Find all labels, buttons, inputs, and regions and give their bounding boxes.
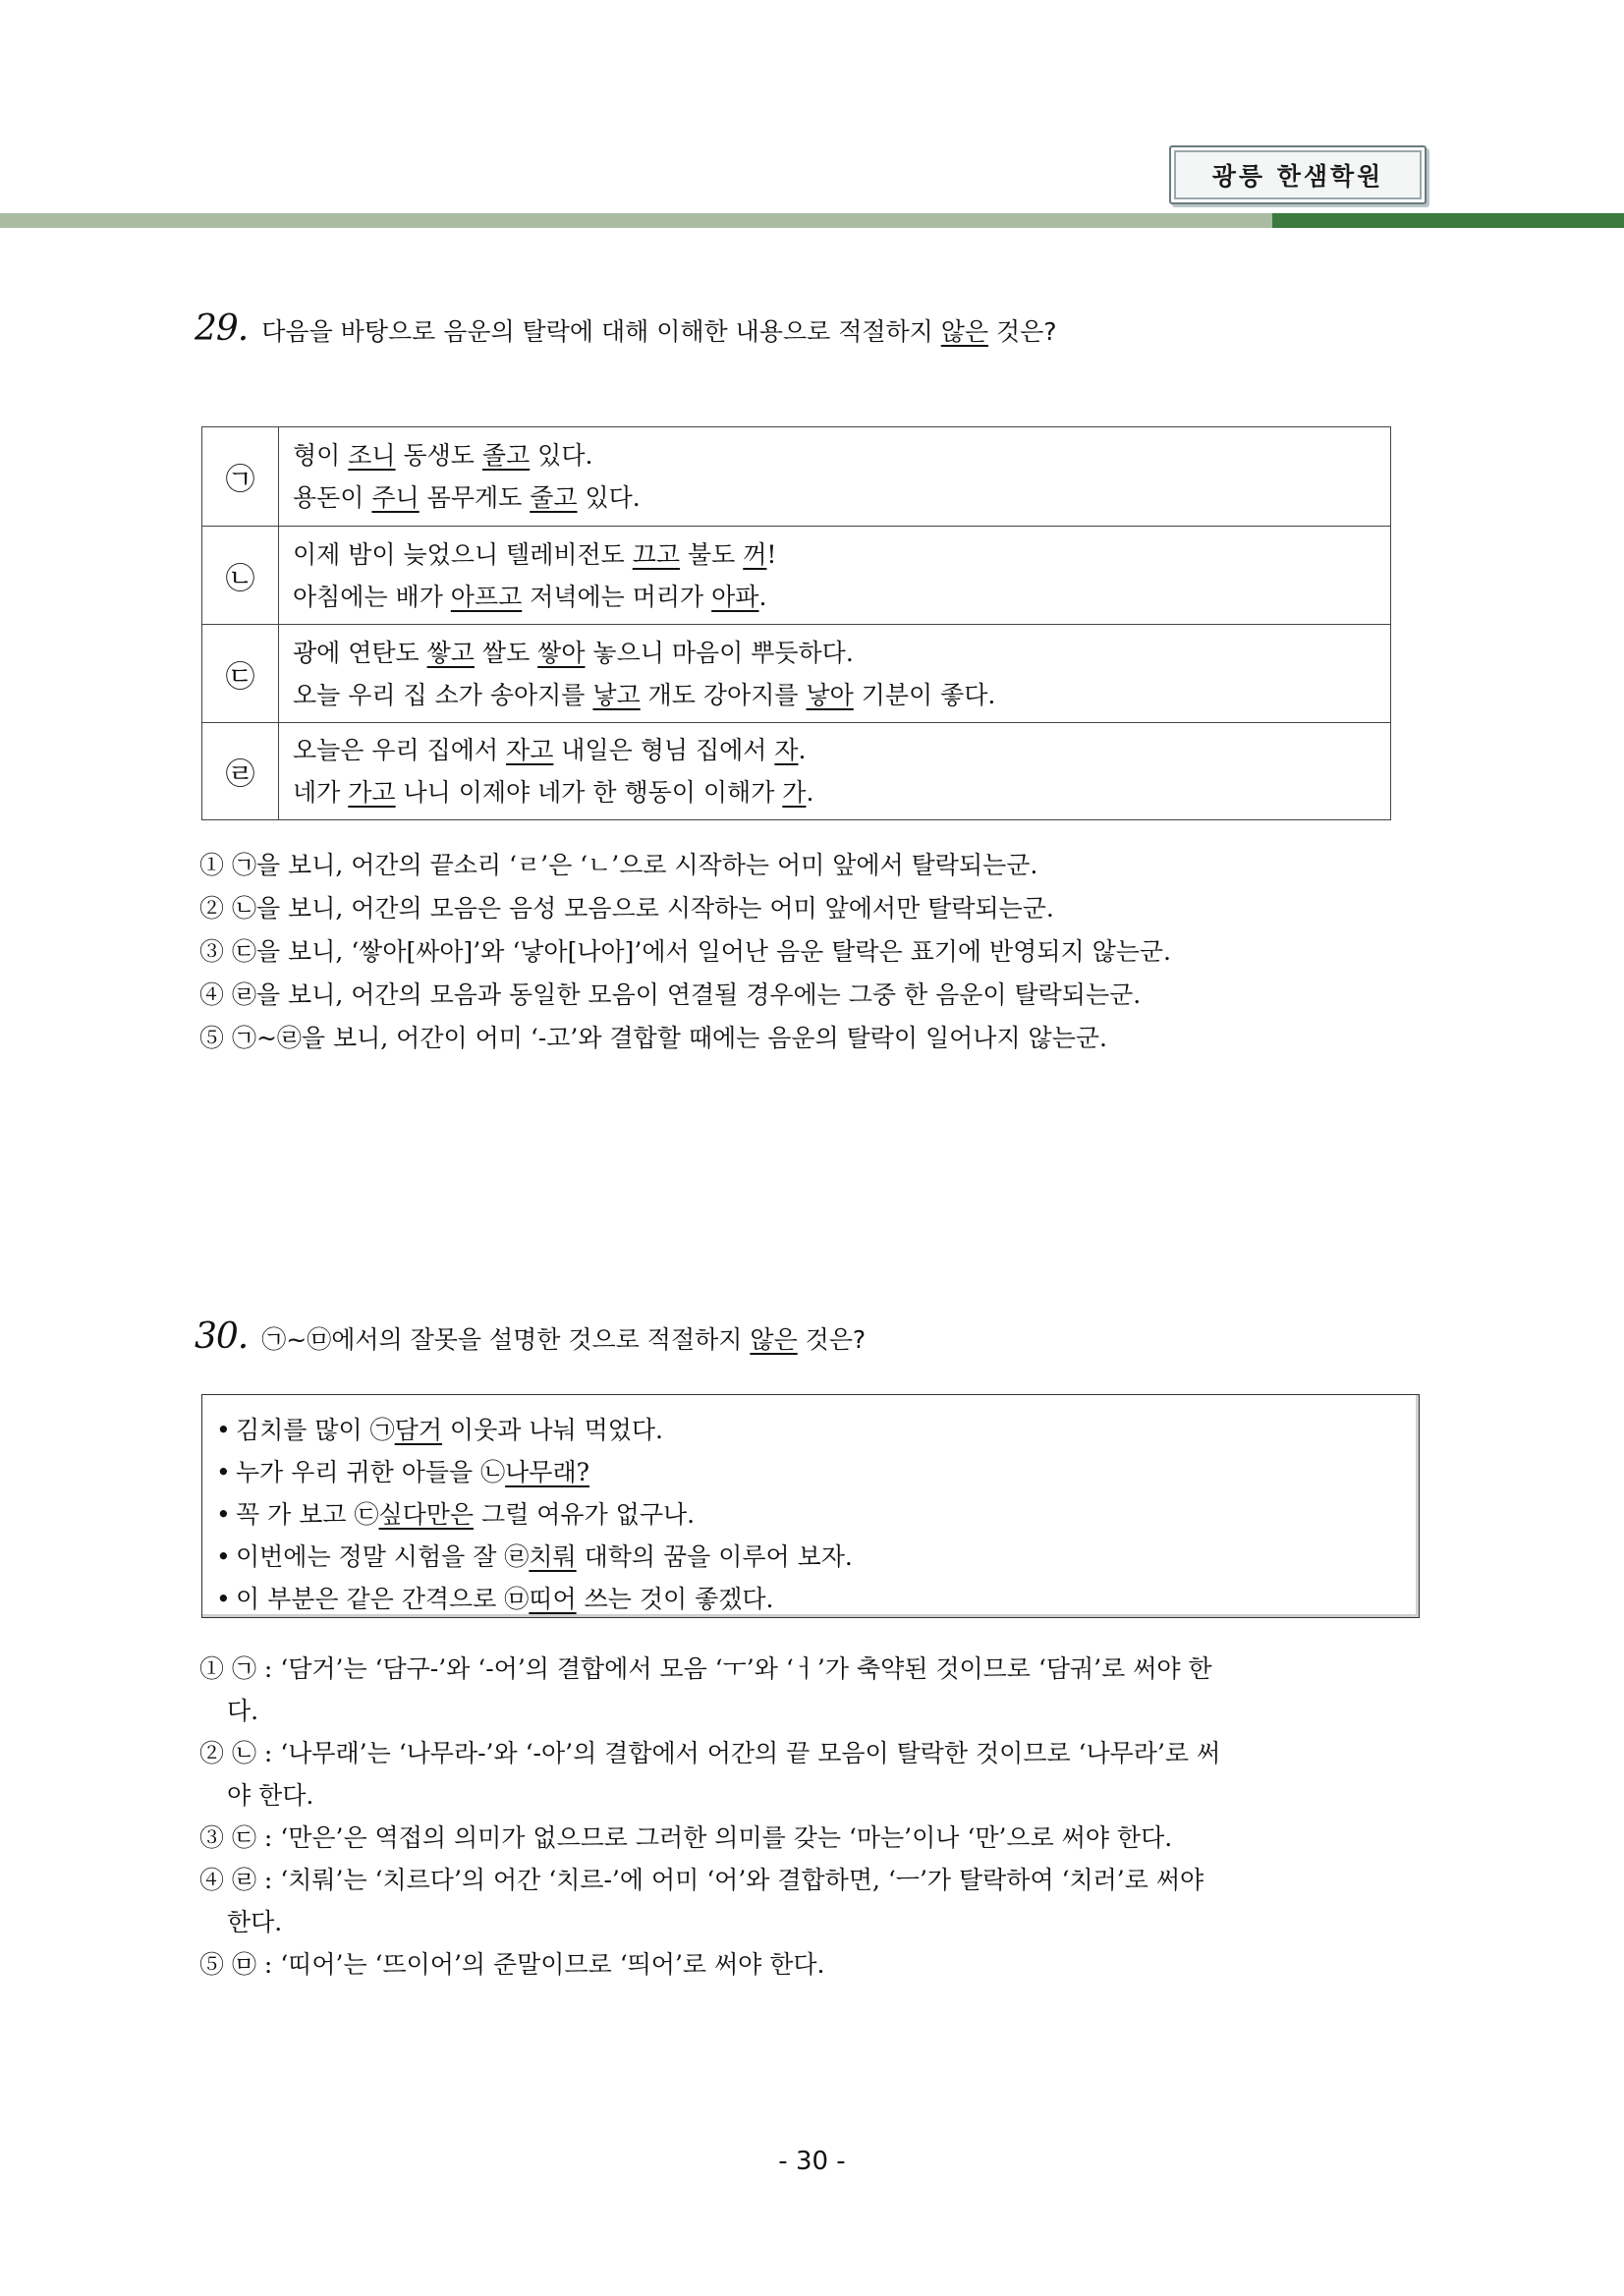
example-text: 놓으니 마음이 뿌듯하다. [585,638,854,667]
example-text: 오늘은 우리 집에서 [293,736,507,764]
q30-example-line [216,1451,1405,1493]
example-text: . [758,582,767,611]
underlined-word: 낳아 [806,680,854,709]
example-text: 이제 밤이 늦었으니 텔레비전도 [293,539,633,569]
academy-badge: 광릉 한샘학원 [1169,145,1427,204]
q29-table-row [202,527,1391,625]
answer-choice: ⑤ ㉤ : ‘띠어’는 ‘뜨이어’의 준말이므로 ‘띄어’로 써야 한다. [199,1950,825,1979]
underlined-word: 졸고 [481,441,531,470]
example-text: 쓰는 것이 좋겠다. [576,1585,774,1613]
underlined-word: 나무래? [505,1458,590,1486]
bullet: • [216,1458,231,1486]
example-text: 저녁에는 머리가 [522,582,712,611]
bullet: • [216,1585,231,1613]
example-text: 김치를 많이 [236,1416,370,1444]
example-text: 내일은 형님 집에서 [553,736,775,764]
underlined-word: 낳고 [592,680,641,709]
underlined-word: 꺼 [743,539,767,569]
example-text: 그럴 여유가 없구나. [474,1500,696,1529]
underlined-word: 끄고 [632,539,681,569]
example-text: . [806,778,814,807]
q29-row-text [279,625,1391,723]
q29-example-line [293,434,1376,476]
q29-example-line [293,576,1376,618]
q29-title-end: 것은? [988,317,1057,346]
example-text: 불도 [680,539,744,569]
q30-example-line [216,1493,1405,1536]
example-text: 대학의 꿈을 이루어 보자. [576,1542,853,1571]
answer-choice: ① ㉠을 보니, 어간의 끝소리 ‘ㄹ’은 ‘ㄴ’으로 시작하는 어미 앞에서 탈락되는군. [199,851,1038,879]
example-text: 아침에는 배가 [293,582,451,611]
answer-choice-continuation: 야 한다. [227,1781,314,1810]
underlined-word: 자 [774,736,799,764]
underlined-word: 쌓아 [537,638,586,667]
example-text: 있다. [577,483,641,512]
example-text: 이 부분은 같은 간격으로 [236,1585,505,1613]
example-text: 기분이 좋다. [853,680,996,709]
q29-choices [199,844,1171,1060]
example-text: 쌀도 [474,638,538,667]
q29-row-text [279,723,1391,820]
bullet: • [216,1542,231,1571]
underlined-word: 치뤄 [529,1542,577,1571]
underlined-word: 아파 [711,582,759,611]
answer-choice: ② ㉡ : ‘나무래’는 ‘나무라-’와 ‘-아’의 결합에서 어간의 끝 모음이 탈락한 것이므로 ‘나무라’로 써 [199,1739,1221,1767]
bullet: • [216,1500,231,1529]
answer-choice: ② ㉡을 보니, 어간의 모음은 음성 모음으로 시작하는 어미 앞에서만 탈락되는군. [199,894,1054,923]
q29-example-line [293,632,1376,674]
answer-choice: ⑤ ㉠~㉣을 보니, 어간이 어미 ‘-고’와 결합할 때에는 음운의 탈락이 일어나지 않는군. [199,1024,1107,1052]
q29-title [195,308,1057,349]
underlined-word: 싶다만은 [378,1500,475,1529]
q29-example-line [293,771,1376,813]
answer-choice: ③ ㉢을 보니, ‘쌓아[싸아]’와 ‘낳아[나아]’에서 일어난 음운 탈락은 표기에 반영되지 않는군. [199,937,1171,966]
underlined-word: 가고 [348,778,396,807]
q29-example-line [293,674,1376,716]
example-text: 몸무게도 [419,483,531,512]
answer-choice: ④ ㉣ : ‘치뤄’는 ‘치르다’의 어간 ‘치르-’에 어미 ‘어’와 결합하면, ‘ㅡ’가 탈락하여 ‘치러’로 써야 [199,1866,1204,1894]
underlined-word: 가 [782,778,807,807]
underlined-word: 주니 [371,483,420,512]
underlined-word: 쌓고 [426,638,475,667]
q30-example-box [201,1394,1420,1618]
answer-choice-continuation: 한다. [227,1908,283,1936]
q29-row-marker: ㉣ [202,723,279,820]
example-text: . [798,736,807,764]
q29-row-marker: ㉢ [202,625,279,723]
marker: ㉠ [369,1416,395,1444]
q29-example-line [293,533,1376,576]
answer-choice-continuation: 다. [227,1697,259,1725]
q30-title-end: 것은? [797,1325,867,1354]
marker: ㉤ [504,1585,530,1613]
underlined-word: 조니 [348,441,396,470]
q30-number: 30. [195,1316,249,1357]
q30-choices [199,1648,1423,1986]
q29-title-text: 다음을 바탕으로 음운의 탈락에 대해 이해한 내용으로 적절하지 [261,317,941,346]
q29-row-text [279,527,1391,625]
q29-example-line [293,476,1376,519]
example-text: 광에 연탄도 [293,638,427,667]
q30-title [195,1316,866,1357]
example-text: 이웃과 나눠 먹었다. [441,1416,663,1444]
q30-example-line [216,1536,1405,1578]
q30-example-line [216,1409,1405,1451]
example-text: 형이 [293,441,349,470]
example-text: 오늘 우리 집 소가 송아지를 [293,680,593,709]
q29-row-marker: ㉠ [202,427,279,527]
page-number: - 30 - [778,2147,846,2176]
example-text: 나니 이제야 네가 한 행동이 이해가 [395,778,783,807]
example-text: ! [766,539,777,569]
bullet: • [216,1416,231,1444]
q30-example-line [216,1578,1405,1620]
example-text: 용돈이 [293,483,372,512]
q29-number: 29. [195,308,249,349]
underlined-word: 담거 [394,1416,442,1444]
marker: ㉡ [480,1458,506,1486]
underlined-word: 띠어 [529,1585,577,1613]
q30-title-emphasis: 않은 [750,1325,798,1354]
underlined-word: 줄고 [530,483,578,512]
answer-choice: ④ ㉣을 보니, 어간의 모음과 동일한 모음이 연결될 경우에는 그중 한 음운이 탈락되는군. [199,980,1142,1009]
example-text: 이번에는 정말 시험을 잘 [236,1542,505,1571]
example-text: 누가 우리 귀한 아들을 [236,1458,481,1486]
marker: ㉢ [354,1500,379,1529]
answer-choice: ③ ㉢ : ‘만은’은 역접의 의미가 없으므로 그러한 의미를 갖는 ‘마는’이나 ‘만’으로 써야 한다. [199,1823,1173,1852]
header-bar-dark [1272,213,1624,228]
example-text: 개도 강아지를 [640,680,807,709]
example-text: 있다. [530,441,593,470]
example-text: 네가 [293,778,349,807]
q29-example-line [293,729,1376,771]
q29-table-row [202,723,1391,820]
example-text: 동생도 [395,441,482,470]
q29-table-row [202,625,1391,723]
q29-example-table [201,426,1391,820]
answer-choice: ① ㉠ : ‘담거’는 ‘담구-’와 ‘-어’의 결합에서 모음 ‘ㅜ’와 ‘ㅓ’가 축약된 것이므로 ‘담궈’로 써야 한 [199,1654,1212,1683]
marker: ㉣ [504,1542,530,1571]
underlined-word: 아프고 [450,582,523,611]
q29-row-marker: ㉡ [202,527,279,625]
example-text: 꼭 가 보고 [236,1500,355,1529]
q29-table-row [202,427,1391,527]
q29-row-text [279,427,1391,527]
underlined-word: 자고 [506,736,554,764]
q30-title-text: ㉠~㉤에서의 잘못을 설명한 것으로 적절하지 [261,1325,751,1354]
header-bar-light [0,213,1272,228]
q29-title-emphasis: 않은 [940,317,989,346]
